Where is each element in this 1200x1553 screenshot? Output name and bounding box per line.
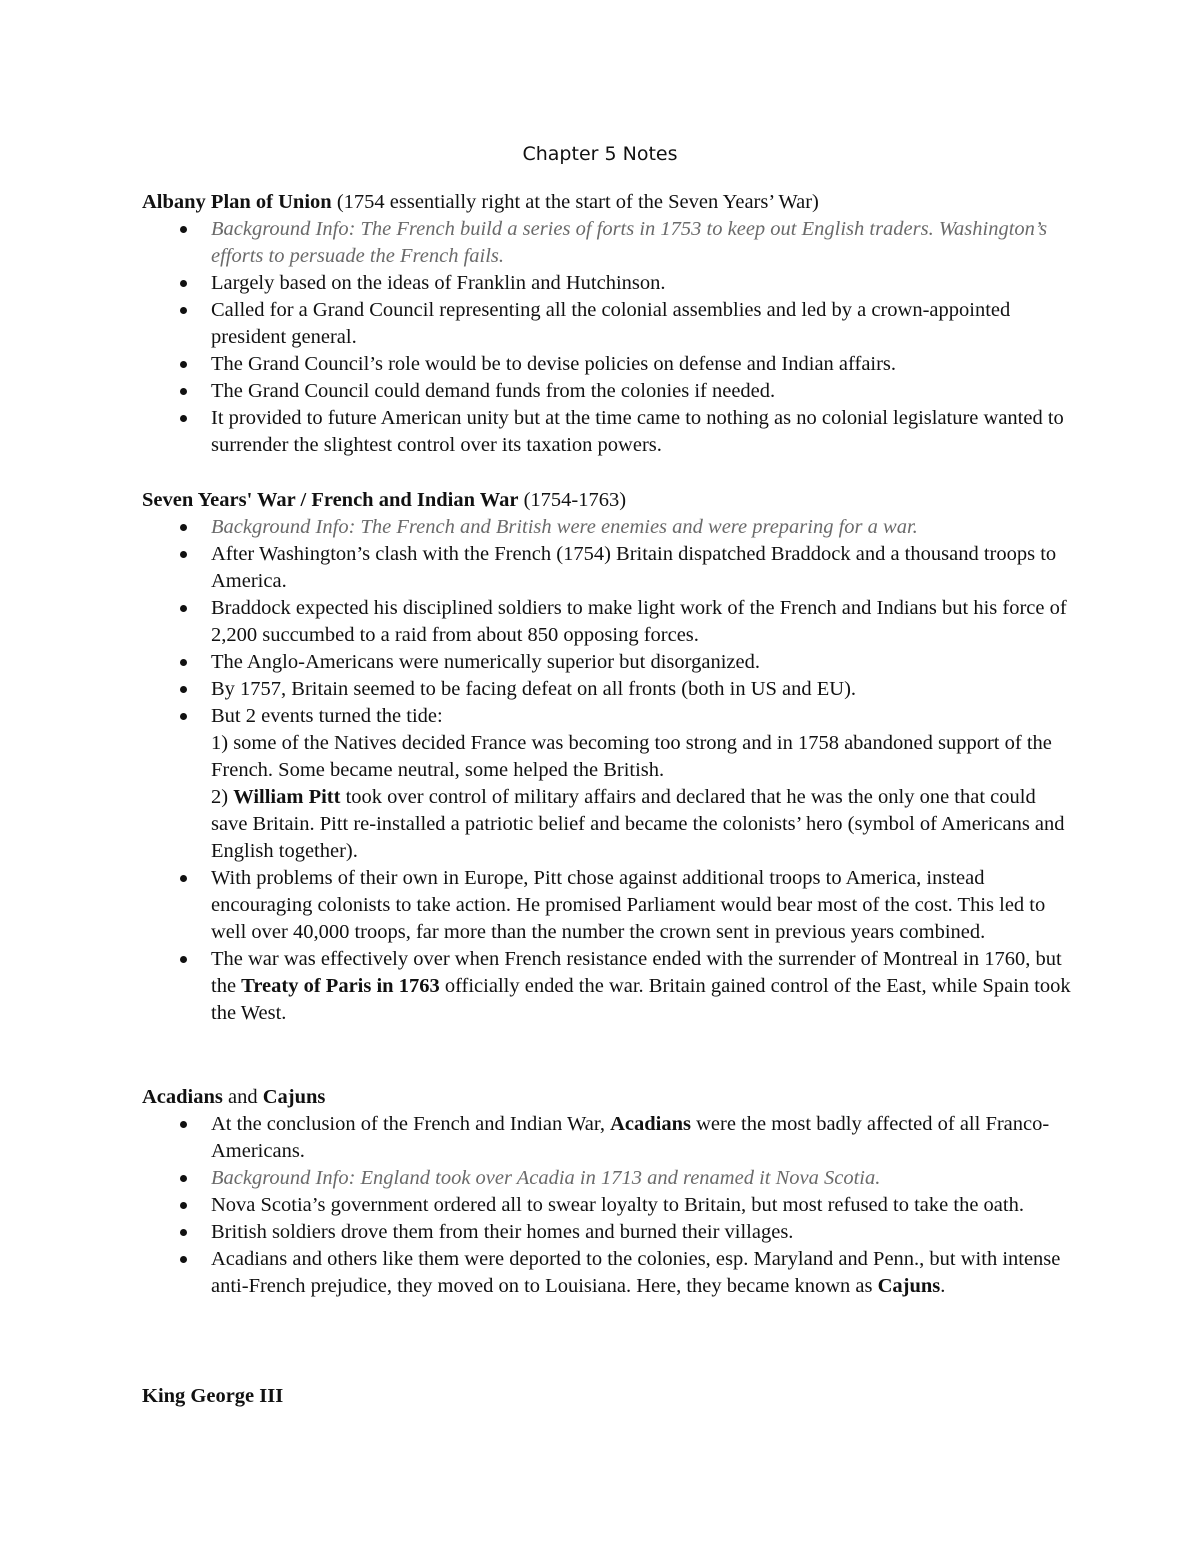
heading-mid: and: [222, 1086, 263, 1108]
section-heading: [142, 1084, 1072, 1111]
section-king-george: [142, 1383, 1072, 1410]
section-heading: [142, 1383, 1072, 1410]
heading-bold: Albany Plan of Union: [142, 191, 332, 213]
list-item: [142, 297, 1072, 351]
heading-rest: (1754 essentially right at the start of the Seven Years’ War): [331, 191, 819, 213]
item-text: At the conclusion of the French and Indian War,: [211, 1113, 611, 1135]
heading-bold: Acadians: [142, 1086, 223, 1108]
list-item: [142, 405, 1072, 459]
heading-bold-2: Cajuns: [262, 1086, 326, 1108]
section-heading: [142, 189, 1072, 216]
item-text: By 1757, Britain seemed to be facing defeat on all fronts (both in US and EU).: [211, 678, 857, 700]
heading-rest: (1754-1763): [518, 489, 627, 511]
heading-bold: Seven Years' War / French and Indian War: [142, 489, 519, 511]
bold-term: Acadians: [610, 1113, 691, 1135]
item-text: The Anglo-Americans were numerically superior but disorganized.: [211, 651, 760, 673]
bold-term: William Pitt: [233, 786, 341, 808]
item-text: With problems of their own in Europe, Pitt chose against additional troops to America, instead encouraging colonists to take action. He promised Parliament would bear most of the cost. This led to well over 40,000 troops, far more than the number the crown sent in previous years combined.: [211, 867, 1046, 943]
item-text: After Washington’s clash with the French (1754) Britain dispatched Braddock and a thousand troops to America.: [211, 543, 1057, 592]
bold-term: Treaty of Paris in 1763: [241, 975, 440, 997]
list-item: [142, 541, 1072, 595]
list-item: [142, 865, 1072, 946]
item-text: It provided to future American unity but at the time came to nothing as no colonial legislature wanted to surrender the slightest control over its taxation powers.: [211, 407, 1064, 456]
list-item: [142, 351, 1072, 378]
list-item: [142, 1219, 1072, 1246]
list-item: [142, 649, 1072, 676]
bullet-list: [142, 1111, 1072, 1300]
list-item: [142, 703, 1072, 865]
list-item: [142, 1192, 1072, 1219]
item-text: Background Info: England took over Acadia in 1713 and renamed it Nova Scotia.: [211, 1167, 881, 1189]
background-info-item: [142, 216, 1072, 270]
list-item: At the conclusion of the French and Indian War, Acadians were the most badly affected of all Franco-Americans.: [142, 1111, 1072, 1165]
list-item: Acadians and others like them were deported to the colonies, esp. Maryland and Penn., but with intense anti-French prejudice, they moved on to Louisiana. Here, they became known as Cajuns.: [142, 1246, 1072, 1300]
sub-point-1: 1) some of the Natives decided France was becoming too strong and in 1758 abandoned support of the French. Some became neutral, some helped the British.: [211, 732, 1052, 781]
sub-point-2: 2) William Pitt took over control of military affairs and declared that he was the only one that could save Britain. Pitt re-installed a patriotic belief and became the colonists’ hero (symbol of Americans and English together).: [211, 786, 1065, 862]
item-text: Acadians and others like them were deported to the colonies, esp. Maryland and Penn., but with intense anti-French prejudice, they moved on to Louisiana. Here, they became known as: [211, 1248, 1061, 1297]
bold-term: Cajuns: [877, 1275, 941, 1297]
item-text: British soldiers drove them from their homes and burned their villages.: [211, 1221, 794, 1243]
section-acadians-cajuns: [142, 1084, 1072, 1300]
page-title: Chapter 5 Notes: [522, 143, 678, 165]
list-item: [142, 270, 1072, 297]
item-text: The Grand Council could demand funds from the colonies if needed.: [211, 380, 776, 402]
item-text: The war was effectively over when French resistance ended with the surrender of Montreal in 1760, but the: [211, 948, 1062, 997]
background-info-item: [142, 514, 1072, 541]
item-text: Background Info: The French build a series of forts in 1753 to keep out English traders. Washington’s efforts to persuade the French fails.: [211, 218, 1048, 267]
item-text: The Grand Council’s role would be to devise policies on defense and Indian affairs.: [211, 353, 897, 375]
item-text: Nova Scotia’s government ordered all to swear loyalty to Britain, but most refused to take the oath.: [211, 1194, 1024, 1216]
item-text: But 2 events turned the tide:: [211, 705, 443, 727]
item-text: Called for a Grand Council representing all the colonial assemblies and led by a crown-appointed president general.: [211, 299, 1011, 348]
list-item: [142, 378, 1072, 405]
background-info-item: [142, 1165, 1072, 1192]
heading-bold: King George III: [142, 1385, 284, 1407]
item-text: Largely based on the ideas of Franklin and Hutchinson.: [211, 272, 666, 294]
section-heading: [142, 487, 1072, 514]
item-text: Braddock expected his disciplined soldiers to make light work of the French and Indians but his force of 2,200 succumbed to a raid from about 850 opposing forces.: [211, 597, 1067, 646]
section-albany-plan: [142, 189, 1072, 459]
list-item: [142, 595, 1072, 649]
bullet-list: [142, 514, 1072, 1027]
list-item: [142, 676, 1072, 703]
list-item: The war was effectively over when French resistance ended with the surrender of Montreal in 1760, but the Treaty of Paris in 1763 officially ended the war. Britain gained control of the East, while Spain took the West.: [142, 946, 1072, 1027]
section-seven-years-war: [142, 487, 1072, 1027]
item-text: Background Info: The French and British were enemies and were preparing for a war.: [211, 516, 918, 538]
bullet-list: [142, 216, 1072, 459]
